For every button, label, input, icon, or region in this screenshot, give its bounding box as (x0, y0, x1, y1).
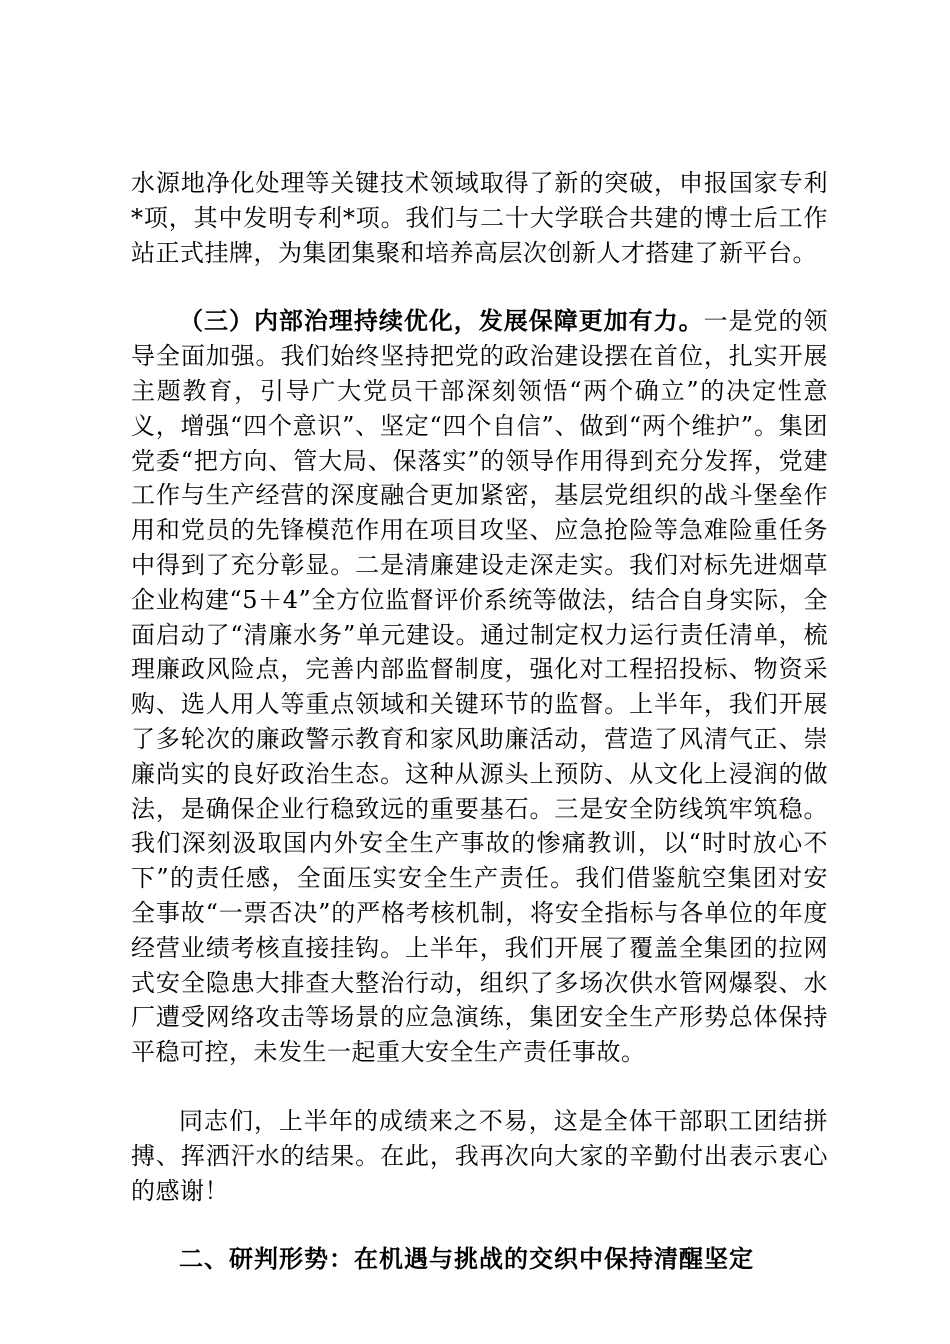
section-heading-two: 二、研判形势：在机遇与挑战的交织中保持清醒坚定 (179, 1245, 754, 1274)
section-three-lead: （三）内部治理持续优化，发展保障更加有力。 (179, 306, 704, 336)
paragraph-thanks: 同志们，上半年的成绩来之不易，这是全体干部职工团结拼搏、挥洒汗水的结果。在此，我再次向大家的辛勤付出表示衷心的感谢！ (131, 1106, 828, 1205)
paragraph-section-three (131, 304, 828, 1070)
document-body (131, 166, 828, 1277)
paragraph-continuation: 水源地净化处理等关键技术领域取得了新的突破，申报国家专利*项，其中发明专利*项。我们与二十大学联合共建的博士后工作站正式挂牌，为集团集聚和培养高层次创新人才搭建了新平台。 (131, 169, 828, 267)
section-three-body: 一是党的领导全面加强。我们始终坚持把党的政治建设摆在首位，扎实开展主题教育，引导广大党员干部深刻领悟“两个确立”的决定性意义，增强“四个意识”、坚定“四个自信”、做到“两个维护”。集团党委“把方向、管大局、保落实”的领导作用得到充分发挥，党建工作与生产经营的深度融合更加紧密，基层党组织的战斗堡垒作用和党员的先锋模范作用在项目攻坚、应急抢险等急难险重任务中得到了充分彰显。二是清廉建设走深走实。我们对标先进烟草企业构建“5＋4”全方位监督评价系统等做法，结合自身实际，全面启动了“清廉水务”单元建设。通过制定权力运行责任清单，梳理廉政风险点，完善内部监督制度，强化对工程招投标、物资采购、选人用人等重点领域和关键环节的监督。上半年，我们开展了多轮次的廉政警示教育和家风助廉活动，营造了风清气正、崇廉尚实的良好政治生态。这种从源头上预防、从文化上浸润的做法，是确保企业行稳致远的重要基石。三是安全防线筑牢筑稳。我们深刻汲取国内外安全生产事故的惨痛教训，以“时时放心不下”的责任感，全面压实安全生产责任。我们借鉴航空集团对安全事故“一票否决”的严格考核机制，将安全指标与各单位的年度经营业绩考核直接挂钩。上半年，我们开展了覆盖全集团的拉网式安全隐患大排查大整治行动，组织了多场次供水管网爆裂、水厂遭受网络攻击等场景的应急演练，集团安全生产形势总体保持平稳可控，未发生一起重大安全生产责任事故。 (131, 307, 829, 1067)
